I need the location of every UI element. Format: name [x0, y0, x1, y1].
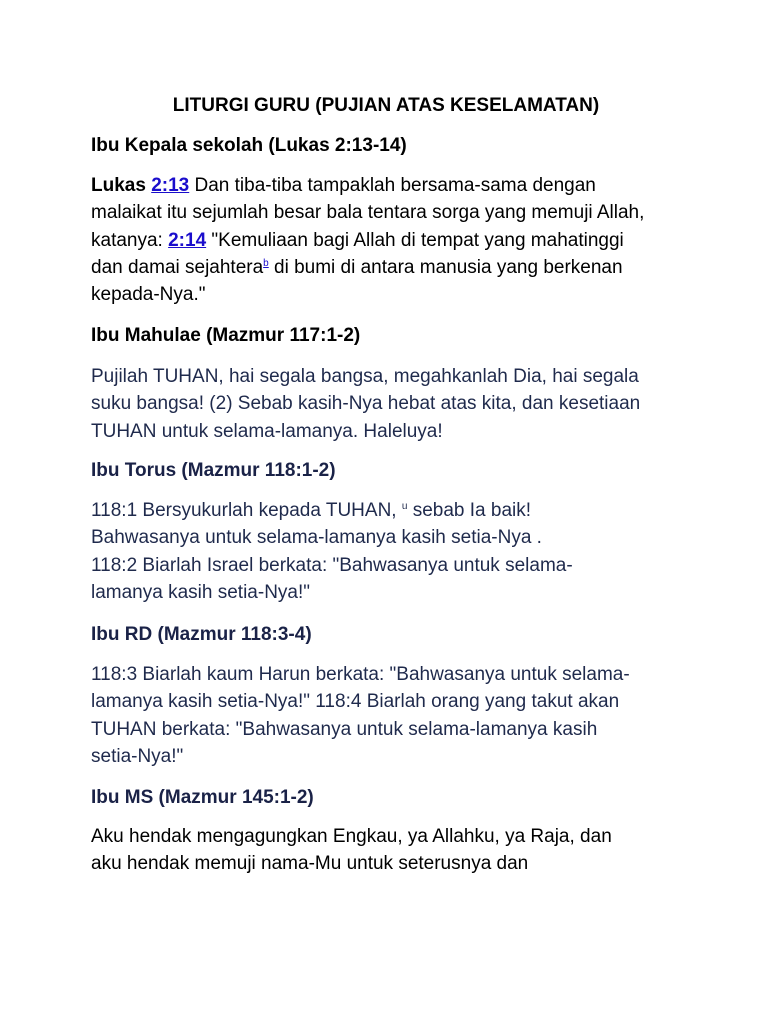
book-name: Lukas	[91, 175, 146, 196]
passage-line: Pujilah TUHAN, hai segala bangsa, megahkanlah Dia, hai segala	[91, 366, 639, 387]
verse-link-2-13[interactable]: 2:13	[151, 175, 190, 196]
passage-text: "Kemuliaan bagi Allah di tempat yang mahatinggi	[206, 229, 624, 251]
verse-link-2-14[interactable]: 2:14	[168, 229, 207, 251]
passage-line: TUHAN untuk selama-lamanya. Haleluya!	[91, 420, 443, 442]
passage-line: Aku hendak mengagungkan Engkau, ya Allahku, ya Raja, dan	[91, 826, 612, 847]
passage-line: sebab Ia baik!	[407, 500, 532, 521]
passage-text: Dan tiba-tiba tampaklah bersama-sama dengan	[189, 175, 596, 196]
document-title: LITURGI GURU (PUJIAN ATAS KESELAMATAN)	[172, 95, 600, 116]
section-heading-mahulae: Ibu Mahulae (Mazmur 117:1-2)	[91, 325, 361, 346]
footnote-marker-u: u	[401, 501, 408, 512]
mazmur-118-3-4-passage	[91, 661, 691, 770]
mazmur-118-1-2-passage	[91, 497, 691, 606]
footnote-link-b[interactable]: b	[263, 257, 269, 269]
passage-line: setia-Nya!"	[91, 745, 184, 767]
passage-text: dan damai sejahtera	[91, 256, 264, 278]
mazmur-117-passage	[91, 363, 691, 445]
passage-line: lamanya kasih setia-Nya!"	[91, 581, 311, 603]
passage-text: di bumi di antara manusia yang berkenan	[268, 256, 623, 278]
section-heading-kepala-sekolah: Ibu Kepala sekolah (Lukas 2:13-14)	[91, 135, 407, 156]
section-heading-torus: Ibu Torus (Mazmur 118:1-2)	[91, 460, 336, 481]
lukas-passage	[91, 172, 691, 308]
passage-text: kepada-Nya."	[91, 284, 206, 306]
passage-text: katanya:	[91, 229, 169, 251]
passage-line: TUHAN berkata: "Bahwasanya untuk selama-lamanya kasih	[91, 718, 598, 740]
passage-line: suku bangsa! (2) Sebab kasih-Nya hebat atas kita, dan kesetiaan	[91, 393, 641, 415]
passage-line: 118:3 Biarlah kaum Harun berkata: "Bahwasanya untuk selama-	[91, 664, 630, 685]
passage-line: Bahwasanya untuk selama-lamanya kasih setia-Nya .	[91, 527, 542, 549]
passage-line: lamanya kasih setia-Nya!" 118:4 Biarlah orang yang takut akan	[91, 691, 620, 713]
section-heading-ms: Ibu MS (Mazmur 145:1-2)	[91, 787, 314, 808]
mazmur-145-passage	[91, 823, 691, 878]
passage-line: 118:1 Bersyukurlah kepada TUHAN,	[91, 500, 402, 521]
section-heading-rd: Ibu RD (Mazmur 118:3-4)	[91, 624, 312, 645]
passage-line: aku hendak memuji nama-Mu untuk seterusnya dan	[91, 853, 529, 875]
passage-line: 118:2 Biarlah Israel berkata: "Bahwasanya untuk selama-	[91, 554, 573, 576]
passage-text: malaikat itu sejumlah besar bala tentara sorga yang memuji Allah,	[91, 202, 645, 224]
